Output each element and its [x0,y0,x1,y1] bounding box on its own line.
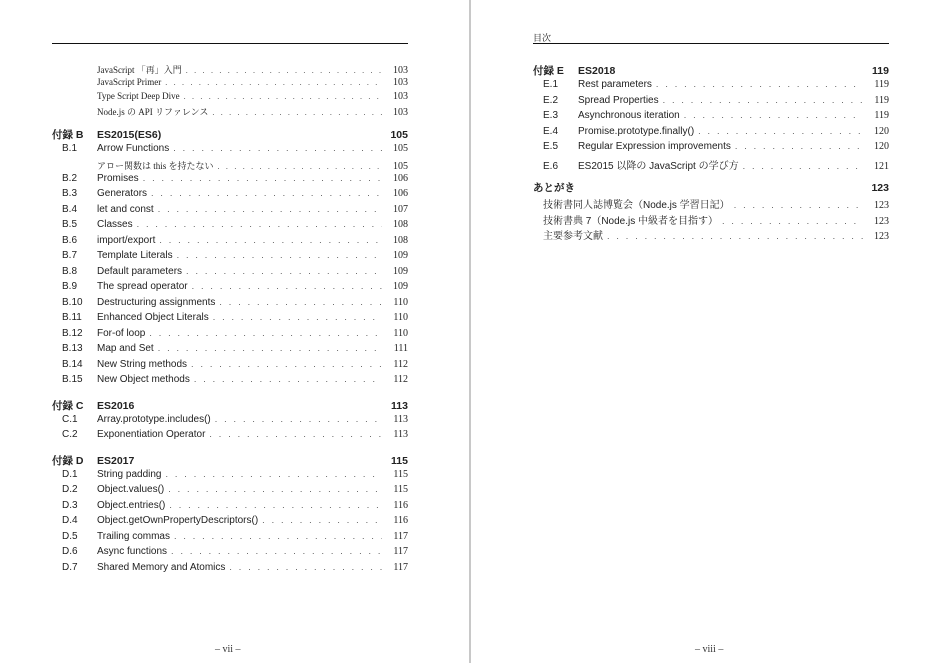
section-number: E.5 [543,141,559,152]
chapter-page: 119 [872,65,889,77]
toc-subentry[interactable] [52,159,408,173]
section-page: 119 [874,79,889,90]
toc-section[interactable] [52,235,408,251]
section-number: B.5 [62,219,78,230]
entry-page: 103 [393,77,408,88]
section-page: 115 [393,468,408,480]
leader-dots [169,143,382,153]
section-number: B.1 [62,143,78,154]
leader-dots [680,110,863,120]
toc-section[interactable] [52,188,408,204]
section-page: 109 [393,281,408,292]
section-number: B.9 [62,281,78,292]
section-number: D.6 [62,546,78,557]
leader-dots [211,414,382,424]
leader-dots [215,297,382,307]
page-number: – vii – [215,644,241,655]
leader-dots [718,216,863,226]
leader-dots [164,484,382,494]
section-number: B.8 [62,265,78,277]
section-title: Spread Properties [578,94,659,106]
section-page: 106 [393,188,408,199]
section-title: Promise.prototype.finally() [578,125,695,137]
section-number: B.2 [62,172,78,184]
section-title: Asynchronous iteration [578,110,680,121]
toc-section[interactable] [52,204,408,220]
toc-right [533,63,889,243]
section-title: Generators [97,188,148,199]
toc-section[interactable] [533,141,889,157]
leader-dots [225,562,382,572]
toc-section[interactable] [52,469,408,485]
section-title: Array.prototype.includes() [97,413,211,425]
chapter-title: あとがき [533,182,575,194]
section-title: let and const [97,203,154,215]
leader-dots [258,515,382,525]
section-title: String padding [97,468,162,480]
section-number: D.7 [62,561,78,573]
leader-dots [208,108,382,117]
toc-section[interactable] [533,110,889,126]
section-page: 116 [393,515,408,526]
section-title: Regular Expression improvements [578,141,731,152]
section-page: 123 [874,200,889,211]
section-number: B.15 [62,374,83,385]
section-page: 123 [874,215,889,227]
toc-section[interactable] [52,500,408,516]
leader-dots [659,95,863,105]
toc-section[interactable] [52,266,408,282]
chapter-page: 105 [390,129,408,141]
entry-page: 103 [393,91,408,102]
leader-dots [173,250,382,260]
leader-dots [731,141,863,151]
section-number: B.11 [62,312,82,323]
section-number: B.14 [62,358,83,370]
leader-dots [182,66,382,75]
chapter-label: 付録 C [52,399,84,412]
toc-section[interactable] [52,546,408,562]
toc-section[interactable] [52,219,408,235]
section-page: 111 [393,343,408,354]
section-page: 112 [393,358,408,370]
section-number: B.10 [62,296,83,308]
section-title: New Object methods [97,374,190,385]
chapter-label: 付録 E [533,65,564,77]
section-title: Promises [97,172,139,184]
entry-page: 105 [393,160,408,172]
section-page: 107 [393,203,408,215]
leader-dots [205,429,382,439]
section-page: 120 [874,125,889,137]
leader-dots [652,79,863,89]
toc-chapter-heading[interactable] [52,453,408,469]
section-page: 119 [874,94,889,106]
section-page: 115 [393,484,408,495]
section-number: D.3 [62,499,78,511]
section-title: 技術書同人誌博覧会（Node.js 学習日記） [543,200,730,211]
section-page: 108 [393,219,408,230]
chapter-page: 123 [871,182,889,194]
section-title: Default parameters [97,265,183,277]
entry-page: 103 [393,65,408,76]
chapter-title: ES2018 [578,65,616,77]
toc-section[interactable] [52,297,408,313]
entry-title: JavaScript 「再」入門 [97,65,182,75]
leader-dots [190,374,382,384]
toc-section[interactable] [533,95,889,111]
toc-section[interactable] [52,312,408,328]
section-number: D.2 [62,484,78,495]
section-title: import/export [97,234,156,246]
section-page: 110 [393,327,408,339]
section-number: C.1 [62,413,78,425]
section-page: 112 [393,374,408,385]
header-rule [52,43,408,44]
toc-subentry[interactable] [52,63,408,77]
toc-section[interactable] [52,143,408,159]
toc-subentry[interactable] [52,91,408,105]
section-page: 105 [393,143,408,154]
leader-dots [161,78,382,87]
section-title: Map and Set [97,343,154,354]
leader-dots [730,200,863,210]
toc-section[interactable] [52,531,408,547]
section-page: 117 [393,561,408,573]
section-number: D.1 [62,468,78,480]
section-page: 106 [393,172,408,184]
entry-title: JavaScript Primer [97,77,162,87]
section-page: 121 [874,160,889,172]
section-page: 109 [393,265,408,277]
leader-dots [182,266,382,276]
chapter-label: 付録 D [52,454,84,467]
leader-dots [165,500,382,510]
entry-page: 103 [393,107,408,118]
toc-section[interactable] [52,343,408,359]
toc-subentry[interactable] [52,77,408,91]
leader-dots [180,92,382,101]
toc-section[interactable] [52,414,408,430]
section-title: New String methods [97,358,188,370]
leader-dots [170,531,382,541]
section-title: Arrow Functions [97,143,170,154]
section-title: Rest parameters [578,79,652,90]
page-number: – viii – [695,644,724,655]
section-title: Template Literals [97,250,173,261]
section-title: Shared Memory and Atomics [97,561,226,573]
running-head: 目次 [533,33,552,43]
section-page: 119 [874,110,889,121]
section-number: E.2 [543,94,559,106]
section-title: Async functions [97,546,168,557]
section-page: 120 [874,141,889,152]
chapter-label: 付録 B [52,129,84,141]
toc-chapter-heading[interactable] [533,180,889,196]
toc-section[interactable] [533,79,889,95]
section-page: 110 [393,312,408,323]
toc-subentry[interactable] [52,105,408,119]
toc-section[interactable] [52,374,408,390]
leader-dots [133,219,382,229]
toc-left [52,63,408,577]
leader-dots [603,231,863,241]
section-number: B.7 [62,250,78,261]
section-title: ES2015 以降の JavaScript の学び方 [578,160,739,172]
section-title: Destructuring assignments [97,296,216,308]
toc-section[interactable] [52,515,408,531]
section-title: 主要参考文献 [543,231,603,242]
section-title: 技術書典 7（Node.js 中級者を目指す） [543,215,719,227]
chapter-page: 113 [391,399,408,412]
section-page: 116 [393,499,408,511]
section-title: Enhanced Object Literals [97,312,209,323]
afterword-group [533,180,889,243]
section-title: Object.entries() [97,499,166,511]
header-rule [533,43,889,44]
section-page: 109 [393,250,408,261]
leader-dots [167,546,382,556]
section-page: 113 [393,413,408,425]
toc-section[interactable] [52,328,408,344]
leader-dots [214,162,382,171]
chapter-title: ES2017 [97,454,135,467]
toc-section[interactable] [533,126,889,142]
chapter-page: 115 [391,454,408,467]
leader-dots [694,126,863,136]
section-number: B.13 [62,343,83,354]
toc-section[interactable] [533,157,889,173]
entry-title: アロー関数は this を持たない [97,160,214,171]
chapter-title: ES2015(ES6) [97,129,162,141]
toc-section[interactable] [52,562,408,578]
toc-section[interactable] [52,173,408,189]
leader-dots [139,173,382,183]
section-page: 117 [393,530,408,542]
section-title: For-of loop [97,327,146,339]
section-page: 110 [393,296,408,308]
section-title: Trailing commas [97,530,170,542]
toc-section[interactable] [52,484,408,500]
section-number: E.4 [543,125,559,137]
toc-section[interactable] [533,227,889,243]
section-number: B.12 [62,327,83,339]
section-title: Exponentiation Operator [97,429,206,440]
section-number: E.3 [543,110,559,121]
leader-dots [187,359,382,369]
leader-dots [155,235,382,245]
section-number: E.1 [543,79,559,90]
section-title: Object.getOwnPropertyDescriptors() [97,515,259,526]
section-number: E.6 [543,160,559,172]
entry-title: Node.js の API リファレンス [97,107,209,117]
section-number: B.3 [62,188,78,199]
leader-dots [154,343,382,353]
right-page [471,0,932,663]
toc-section[interactable] [533,196,889,212]
leader-dots [154,204,382,214]
leader-dots [145,328,382,338]
toc-section[interactable] [52,429,408,445]
section-title: Object.values() [97,484,165,495]
toc-section[interactable] [52,281,408,297]
toc-section[interactable] [52,359,408,375]
entry-title: Type Script Deep Dive [97,91,180,101]
section-number: D.4 [62,515,78,526]
section-number: B.6 [62,234,78,246]
section-page: 117 [393,546,408,557]
toc-chapter-heading[interactable] [533,63,889,79]
leader-dots [162,469,383,479]
chapter-title: ES2016 [97,399,135,412]
leader-dots [739,161,863,171]
leader-dots [209,312,382,322]
leader-dots [188,281,382,291]
toc-section[interactable] [533,212,889,228]
section-page: 123 [874,231,889,242]
section-page: 108 [393,234,408,246]
toc-chapter-heading[interactable] [52,127,408,143]
leader-dots [147,188,382,198]
toc-section[interactable] [52,250,408,266]
section-number: B.4 [62,203,78,215]
toc-chapter-heading[interactable] [52,398,408,414]
section-number: D.5 [62,530,78,542]
section-page: 113 [393,429,408,440]
section-number: C.2 [62,429,78,440]
section-title: The spread operator [97,281,188,292]
section-title: Classes [97,219,133,230]
